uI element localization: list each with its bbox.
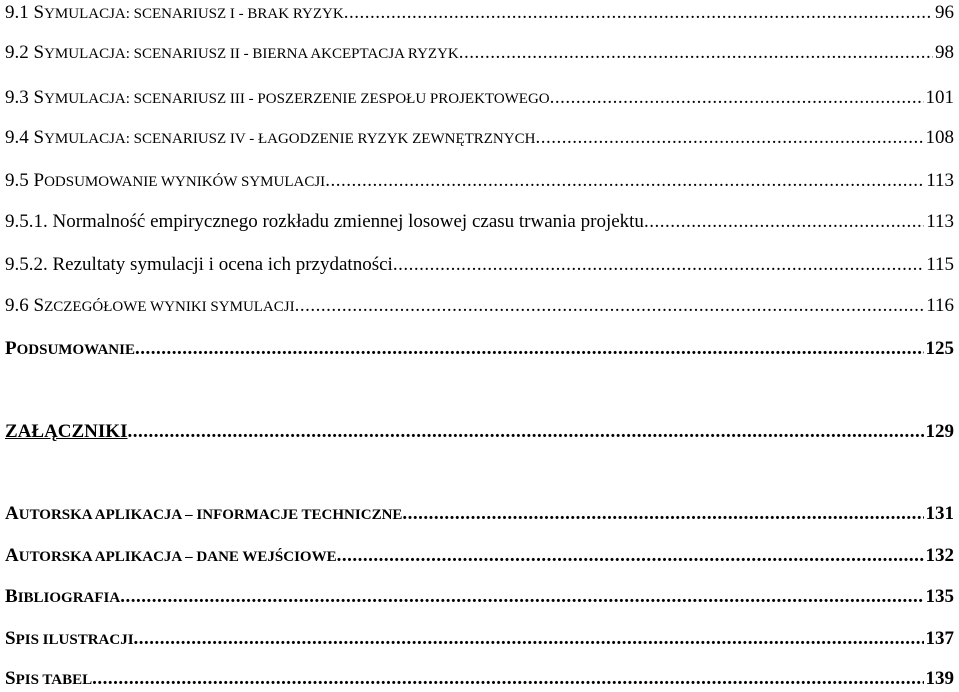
toc-entry-title: ZAŁĄCZNIKI [5,421,128,442]
toc-entry-title: 9.5 PODSUMOWANIE WYNIKÓW SYMULACJI [5,170,326,191]
dot-leader [402,503,923,525]
toc-entry-spis-ilustracji[interactable] [5,628,954,651]
toc-page-number: 113 [926,211,954,232]
toc-entry-podsumowanie[interactable] [5,338,954,361]
toc-entry-spis-tabel[interactable] [5,668,954,691]
toc-entry-title: AUTORSKA APLIKACJA – INFORMACJE TECHNICZNE [5,503,403,524]
toc-entry-title: 9.6 SZCZEGÓŁOWE WYNIKI SYMULACJI [5,295,295,316]
toc-page-number: 115 [926,254,954,275]
dot-leader [344,2,933,24]
toc-entry-9-5-1[interactable] [5,211,954,233]
toc-page-number: 137 [925,628,954,649]
dot-leader [325,170,924,192]
dot-leader [134,628,924,650]
toc-page-number: 139 [925,668,954,689]
toc-entry-title: BIBLIOGRAFIA [5,586,121,607]
toc-page-number: 132 [925,545,954,566]
toc-entry-9-1[interactable] [5,2,954,25]
dot-leader [393,254,924,276]
dot-leader [92,668,923,690]
dot-leader [535,127,923,149]
toc-page-number: 113 [926,170,954,191]
dot-leader [644,211,924,233]
dot-leader [120,586,923,608]
toc-page-number: 131 [925,503,954,524]
toc-entry-title: 9.5.1. Normalność empirycznego rozkładu zmiennej losowej czasu trwania projektu [5,211,644,232]
toc-entry-title: SPIS ILUSTRACJI [5,628,134,649]
toc-page-number: 125 [925,338,954,359]
dot-leader [550,87,924,109]
toc-page-number: 96 [935,2,954,23]
toc-entry-9-2[interactable] [5,42,954,65]
toc-entry-title: PODSUMOWANIE [5,338,135,359]
toc-entry-bibliografia[interactable] [5,586,954,609]
toc-entry-dane-wejsciowe[interactable] [5,545,954,568]
toc-entry-9-3[interactable] [5,87,954,110]
toc-entry-title: SPIS TABEL [5,668,93,689]
toc-page-number: 116 [926,295,954,316]
toc-page-number: 101 [925,87,954,108]
toc-entry-title: 9.3 SYMULACJA: SCENARIUSZ III - POSZERZENIE ZESPOŁU PROJEKTOWEGO [5,87,550,108]
toc-entry-title: 9.5.2. Rezultaty symulacji i ocena ich przydatności [5,254,393,275]
toc-entry-title: 9.4 SYMULACJA: SCENARIUSZ IV - ŁAGODZENIE RYZYK ZEWNĘTRZNYCH [5,127,536,148]
toc-entry-9-4[interactable] [5,127,954,150]
dot-leader [295,295,925,317]
toc-entry-9-6[interactable] [5,295,954,318]
toc-entry-informacje-techniczne[interactable] [5,503,954,526]
toc-entry-title: 9.2 SYMULACJA: SCENARIUSZ II - BIERNA AKCEPTACJA RYZYK [5,42,459,63]
toc-page-number: 108 [925,127,954,148]
dot-leader [135,338,924,360]
dot-leader [127,421,923,443]
toc-entry-zalaczniki[interactable] [5,421,954,443]
toc-page-number: 98 [935,42,954,63]
toc-entry-title: 9.1 SYMULACJA: SCENARIUSZ I - BRAK RYZYK [5,2,344,23]
dot-leader [337,545,924,567]
toc-page-number: 135 [925,586,954,607]
toc-entry-title: AUTORSKA APLIKACJA – DANE WEJŚCIOWE [5,545,337,566]
toc-entry-9-5[interactable] [5,170,954,193]
dot-leader [459,42,933,64]
toc-page-number: 129 [925,421,954,442]
toc-entry-9-5-2[interactable] [5,254,954,276]
